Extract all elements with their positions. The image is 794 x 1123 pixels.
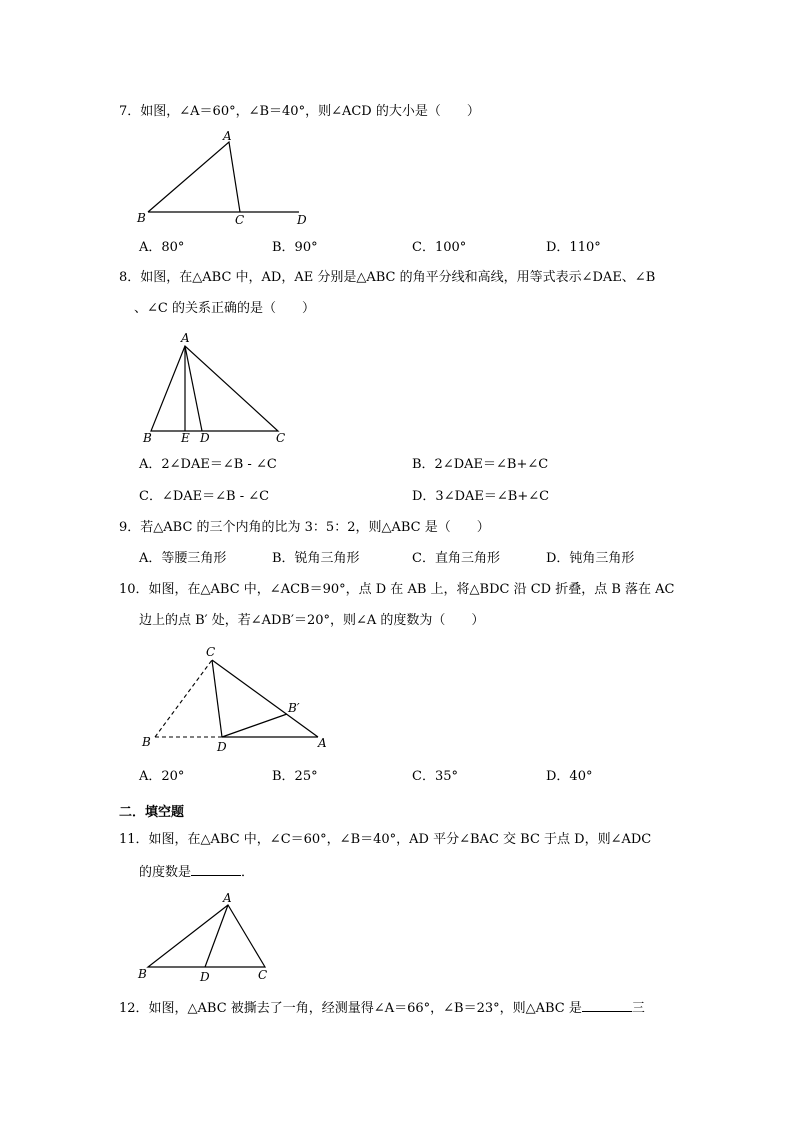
q8-option-b[interactable]: B．2∠DAE＝∠B+∠C (412, 457, 549, 472)
q11-label-a: A (223, 891, 232, 905)
q10-label-c: C (206, 645, 216, 659)
q10-text-line1: 10．如图，在△ABC 中，∠ACB＝90°，点 D 在 AB 上，将△BDC 沿 CD 折叠，点 B 落在 AC (119, 582, 675, 597)
q9-option-b[interactable]: B．锐角三角形 (272, 551, 360, 566)
q11-label-b: B (138, 967, 147, 981)
q8-option-a[interactable]: A．2∠DAE＝∠B - ∠C (139, 457, 277, 472)
q8-label-c: C (276, 431, 286, 445)
q10-label-b: B (142, 735, 151, 749)
q7-label-a: A (223, 129, 232, 143)
section-heading-fill-in: 二．填空题 (119, 805, 185, 820)
q9-text: 9．若△ABC 的三个内角的比为 3：5：2，则△ABC 是（ ） (119, 520, 490, 535)
q11-label-c: C (258, 968, 268, 982)
q11-text-line2 (139, 863, 254, 881)
q9-option-c[interactable]: C．直角三角形 (412, 551, 500, 566)
q11-text-post: ． (241, 865, 255, 880)
q12-answer-blank[interactable] (582, 999, 632, 1012)
q7-label-d: D (297, 213, 307, 227)
q8-option-d[interactable]: D．3∠DAE＝∠B+∠C (412, 489, 550, 504)
q12-text (119, 999, 645, 1017)
q7-label-b: B (137, 211, 146, 225)
q8-figure (135, 330, 305, 445)
q8-text-line1: 8．如图，在△ABC 中，AD，AE 分别是△ABC 的角平分线和高线，用等式表示∠DAE、∠B (119, 270, 656, 285)
q10-option-b[interactable]: B．25° (272, 769, 318, 784)
q12-text-post: 三 (631, 1001, 645, 1016)
q7-option-a[interactable]: A．80° (139, 240, 185, 255)
q8-label-a: A (181, 331, 190, 345)
q8-label-d: D (200, 431, 210, 445)
q7-option-d[interactable]: D．110° (546, 240, 601, 255)
q7-option-c[interactable]: C．100° (412, 240, 467, 255)
q7-figure (135, 128, 325, 228)
q11-figure (135, 890, 285, 985)
q8-label-e: E (181, 431, 190, 445)
q11-answer-blank[interactable] (191, 863, 241, 876)
q10-option-d[interactable]: D．40° (546, 769, 593, 784)
q10-figure (135, 640, 335, 755)
q10-label-d: D (217, 740, 227, 754)
q10-text-line2: 边上的点 B′ 处，若∠ADB′＝20°，则∠A 的度数为（ ） (139, 613, 485, 628)
q11-text-pre: 的度数是 (139, 865, 192, 880)
q8-text-line2: 、∠C 的关系正确的是（ ） (134, 301, 315, 316)
q7-option-b[interactable]: B．90° (272, 240, 318, 255)
q10-option-a[interactable]: A．20° (139, 769, 185, 784)
q11-text-line1: 11．如图，在△ABC 中，∠C＝60°，∠B＝40°，AD 平分∠BAC 交 BC 于点 D，则∠ADC (119, 832, 652, 847)
q10-label-b-prime: B′ (288, 701, 300, 715)
q10-option-c[interactable]: C．35° (412, 769, 458, 784)
q11-label-d: D (200, 970, 210, 984)
q9-option-d[interactable]: D．钝角三角形 (546, 551, 635, 566)
q9-option-a[interactable]: A．等腰三角形 (139, 551, 227, 566)
q12-text-pre: 12．如图，△ABC 被撕去了一角，经测量得∠A＝66°，∠B＝23°，则△ABC 是 (119, 1001, 582, 1016)
q10-label-a: A (318, 736, 327, 750)
q7-text: 7．如图，∠A＝60°，∠B＝40°，则∠ACD 的大小是（ ） (119, 104, 480, 119)
q8-label-b: B (143, 431, 152, 445)
q7-label-c: C (235, 213, 245, 227)
q8-option-c[interactable]: C．∠DAE＝∠B - ∠C (139, 489, 270, 504)
